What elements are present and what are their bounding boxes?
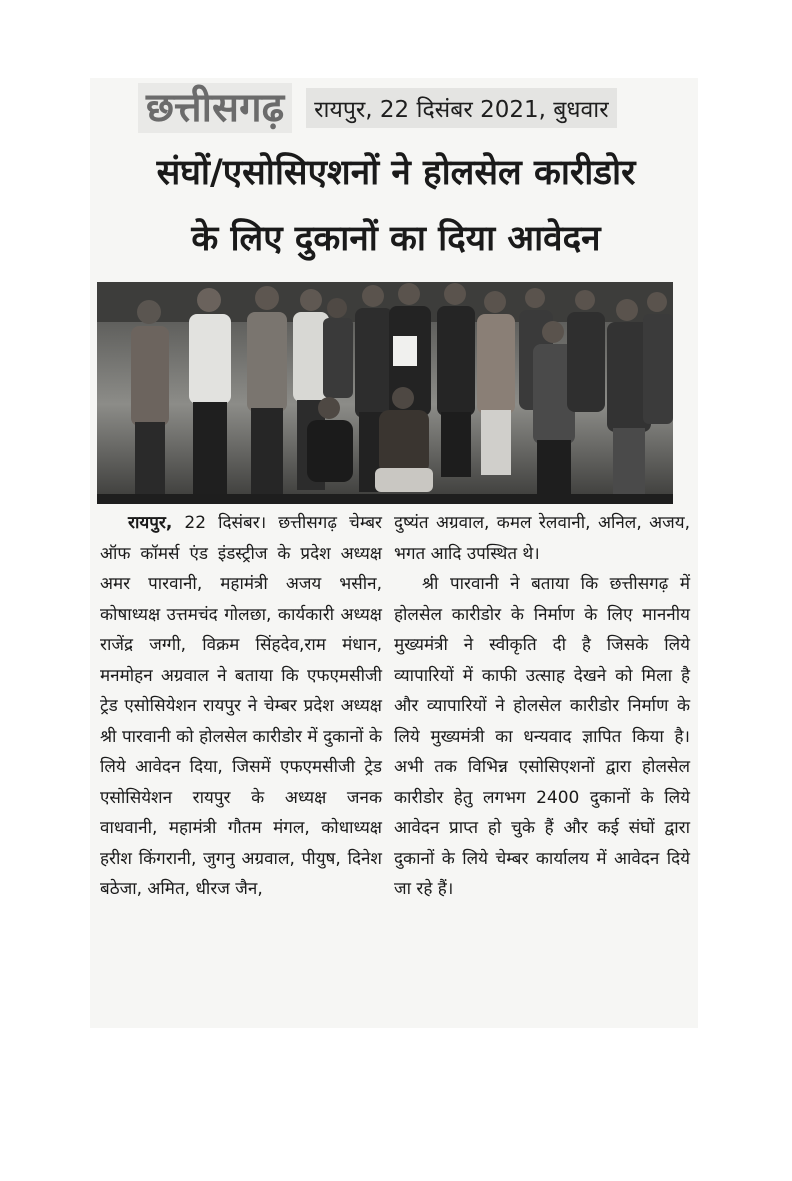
group-photo — [97, 282, 673, 504]
headline-line-1: संघों/एसोसिएशनों ने होलसेल कारीडोर — [156, 153, 636, 193]
dateline: रायपुर, 22 दिसंबर 2021, बुधवार — [306, 88, 617, 128]
article-paragraph-3: श्री पारवानी ने बताया कि छत्तीसगढ़ में होलसेल कारीडोर के निर्माण के लिए माननीय मुख्यमंत्री ने स्वीकृति दी है जिसके लिये व्यापारियों में काफी उत्साह देखने को मिला है और व्यापारियों ने होलसेल कारीडोर निर्माण के लिये मुख्यमंत्री का धन्यवाद ज्ञापित किया है। अभी तक विभिन्न एसोसिएशनों द्वारा होलसेल कारीडोर हेतु लगभग 2400 दुकानों के लिये आवेदन प्राप्त हो चुके हैं और कई संघों द्वारा दुकानों के लिये चेम्बर कार्यालय में आवेदन दिये जा रहे हैं। — [394, 574, 690, 899]
group-photo-image — [97, 282, 673, 504]
lead-place: रायपुर, — [128, 513, 173, 533]
headline-line-2: के लिए दुकानों का दिया आवेदन — [191, 219, 601, 259]
article-column-left — [100, 508, 382, 905]
newspaper-name: छत्तीसगढ़ — [138, 83, 292, 133]
article-paragraph-1 — [100, 508, 382, 905]
headline — [96, 140, 696, 272]
article-paragraph-2: दुष्यंत अग्रवाल, कमल रेलवानी, अनिल, अजय, भगत आदि उपस्थित थे। — [394, 513, 690, 564]
article-paragraph-1-text: 22 दिसंबर। छत्तीसगढ़ चेम्बर ऑफ कॉमर्स एंड इंडस्ट्रीज के प्रदेश अध्यक्ष अमर पारवानी, महामंत्री अजय भसीन, कोषाध्यक्ष उत्तमचंद गोलछा, कार्यकारी अध्यक्ष राजेंद्र जग्गी, विक्रम सिंहदेव,राम मंधान, मनमोहन अग्रवाल ने बताया कि एफएमसीजी ट्रेड एसोसियेशन रायपुर ने चेम्बर प्रदेश अध्यक्ष श्री पारवानी को होलसेल कारीडोर में दुकानों के लिये आवेदन दिया, जिसमें एफएमसीजी ट्रेड एसोसियेशन रायपुर के अध्यक्ष जनक वाधवानी, महामंत्री गौतम मंगल, कोधाध्यक्ष हरीश किंगरानी, जुगनु अग्रवाल, पीयुष, दिनेश बठेजा, अमित, धीरज जैन, — [100, 513, 382, 899]
article-column-right — [394, 508, 690, 905]
masthead — [138, 80, 698, 136]
